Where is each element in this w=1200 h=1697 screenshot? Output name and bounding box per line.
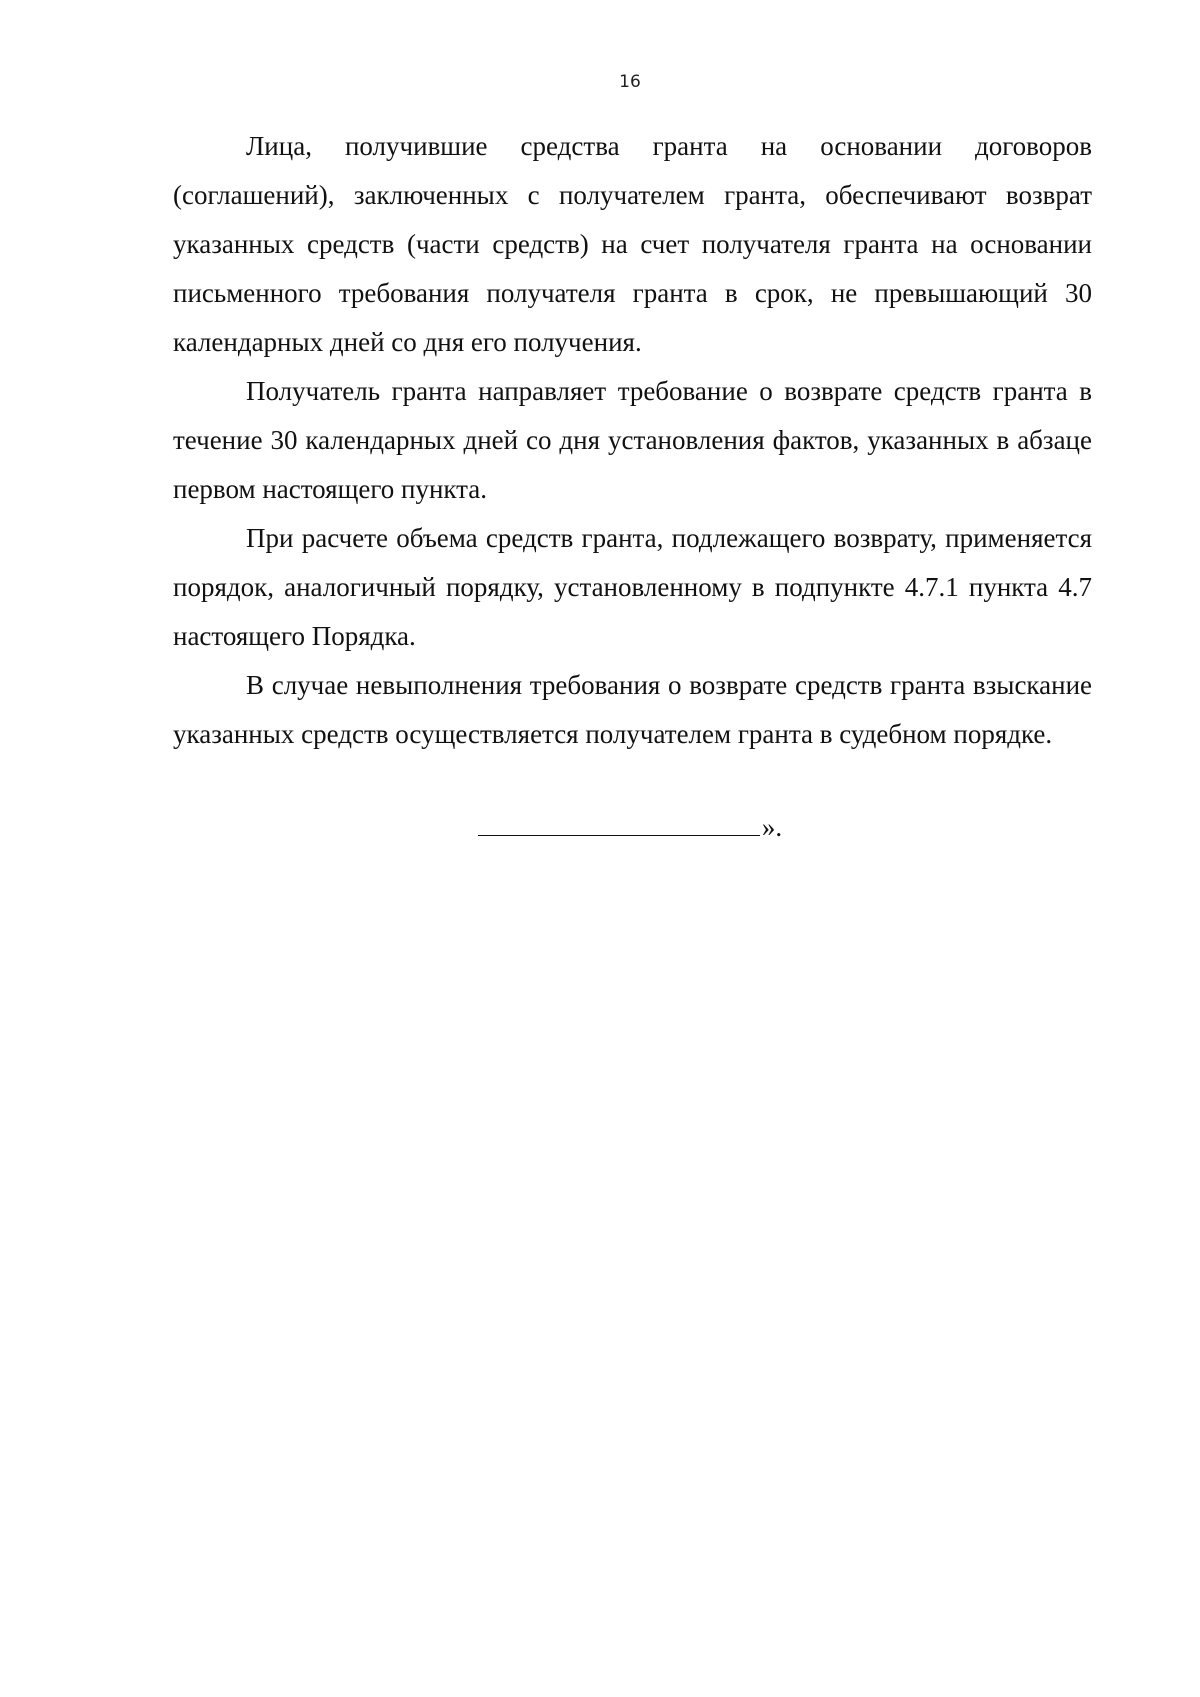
closing-quote-mark: ».: [761, 812, 783, 842]
paragraph-return-demand: Получатель гранта направляет требование о возврате средств гранта в течение 30 календарных дней со дня установления фактов, указанных в абзаце первом настоящего пункта.: [173, 376, 1092, 504]
paragraph-return-of-funds: Лица, получившие средства гранта на основании договоров (соглашений), заключенных с получателем гранта, обеспечивают возврат указанных средств (части средств) на счет получателя гранта на основании письменного требования получателя гранта в срок, не превышающий 30 календарных дней со дня его получения.: [173, 131, 1092, 357]
closing-line: [0, 812, 1200, 843]
paragraph-calculation: При расчете объема средств гранта, подлежащего возврату, применяется порядок, аналогичный порядку, установленному в подпункте 4.7.1 пункта 4.7 настоящего Порядка.: [173, 523, 1092, 651]
page-number: 16: [619, 72, 641, 92]
paragraph-judicial-recovery: В случае невыполнения требования о возврате средств гранта взыскание указанных средств осуществляется получателем гранта в судебном порядке.: [173, 670, 1092, 749]
closing-rule: [478, 834, 760, 836]
document-body: [173, 122, 1092, 759]
